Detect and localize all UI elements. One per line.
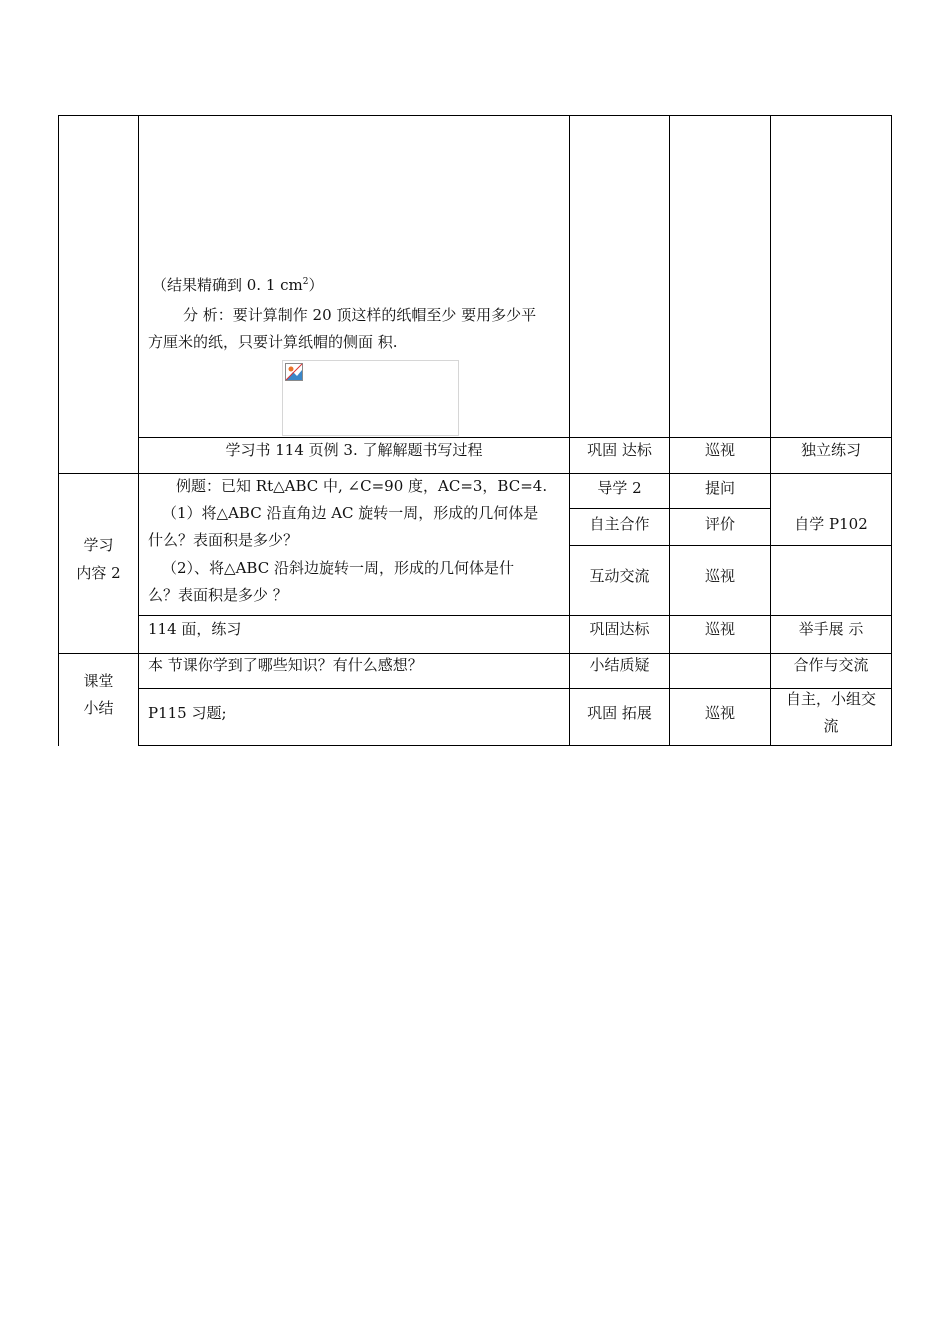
result-precision-text: （结果精确到 0. 1 $cm^2$） (152, 276, 324, 294)
grid-line (138, 745, 892, 746)
textbook-example-text: 学习书 114 页例 3. 了解解题书写过程 (225, 441, 483, 459)
grid-line (58, 115, 59, 746)
grid-line (891, 115, 892, 746)
grid-line (58, 653, 892, 654)
example-line-3: 什么？表面积是多少？ (148, 531, 299, 549)
section-label-line-2: 内容 2 (76, 564, 121, 582)
activity-guided-study: 导学 2 (597, 479, 642, 497)
student-independent-practice: 独立练习 (800, 441, 861, 459)
summary-label-line-2: 小结 (83, 699, 114, 717)
summary-question: 本 节课你学到了哪些知识？有什么感想？ (148, 656, 423, 674)
example-line-5: 么？表面积是多少 ？ (148, 586, 288, 604)
teacher-evaluate: 评价 (704, 515, 735, 533)
example-line-2: （1）将△ABC 沿直角边 AC 旋转一周，形成的几何体是 (162, 504, 539, 522)
teacher-patrol: 巡视 (704, 567, 735, 585)
teacher-patrol: 巡视 (704, 441, 735, 459)
section-label-line-1: 学习 (83, 536, 114, 554)
image-placeholder (282, 360, 459, 436)
grid-line (770, 115, 771, 746)
student-cooperate: 合作与交流 (793, 656, 869, 674)
activity-consolidate: 巩固达标 (589, 620, 650, 638)
teacher-patrol: 巡视 (704, 620, 735, 638)
activity-cooperation: 自主合作 (589, 515, 650, 533)
teacher-question: 提问 (704, 479, 735, 497)
activity-interaction: 互动交流 (589, 567, 650, 585)
student-group-line-1: 自主，小组交 (785, 690, 876, 708)
activity-extension: 巩固 拓展 (587, 704, 652, 722)
grid-line (138, 115, 139, 746)
grid-line (569, 545, 892, 546)
analysis-line-2: 方厘米的纸，只要计算纸帽的侧面 积. (148, 333, 398, 351)
grid-line (138, 615, 892, 616)
activity-summary: 小结质疑 (589, 656, 650, 674)
grid-line (569, 115, 570, 746)
grid-line (569, 508, 771, 509)
example-line-4: （2）、将△ABC 沿斜边旋转一周，形成的几何体是什 (162, 559, 514, 577)
teacher-patrol: 巡视 (704, 704, 735, 722)
activity-consolidate: 巩固 达标 (587, 441, 652, 459)
example-line-1: 例题：已知 Rt△ABC 中, ∠C=90 度，AC=3，BC=4. (176, 477, 548, 495)
homework-text: P115 习题; (148, 704, 227, 722)
student-show-hands: 举手展 示 (798, 620, 864, 638)
analysis-line-1: 分 析：要计算制作 20 顶这样的纸帽至少 要用多少平 (183, 306, 537, 324)
grid-line (669, 115, 670, 746)
grid-line (138, 437, 892, 438)
student-group-line-2: 流 (823, 717, 839, 735)
grid-line (58, 115, 892, 116)
summary-label-line-1: 课堂 (83, 672, 114, 690)
grid-line (58, 473, 892, 474)
broken-image-icon (285, 363, 303, 381)
student-self-study: 自学 P102 (794, 515, 868, 533)
practice-text: 114 面，练习 (148, 620, 242, 638)
